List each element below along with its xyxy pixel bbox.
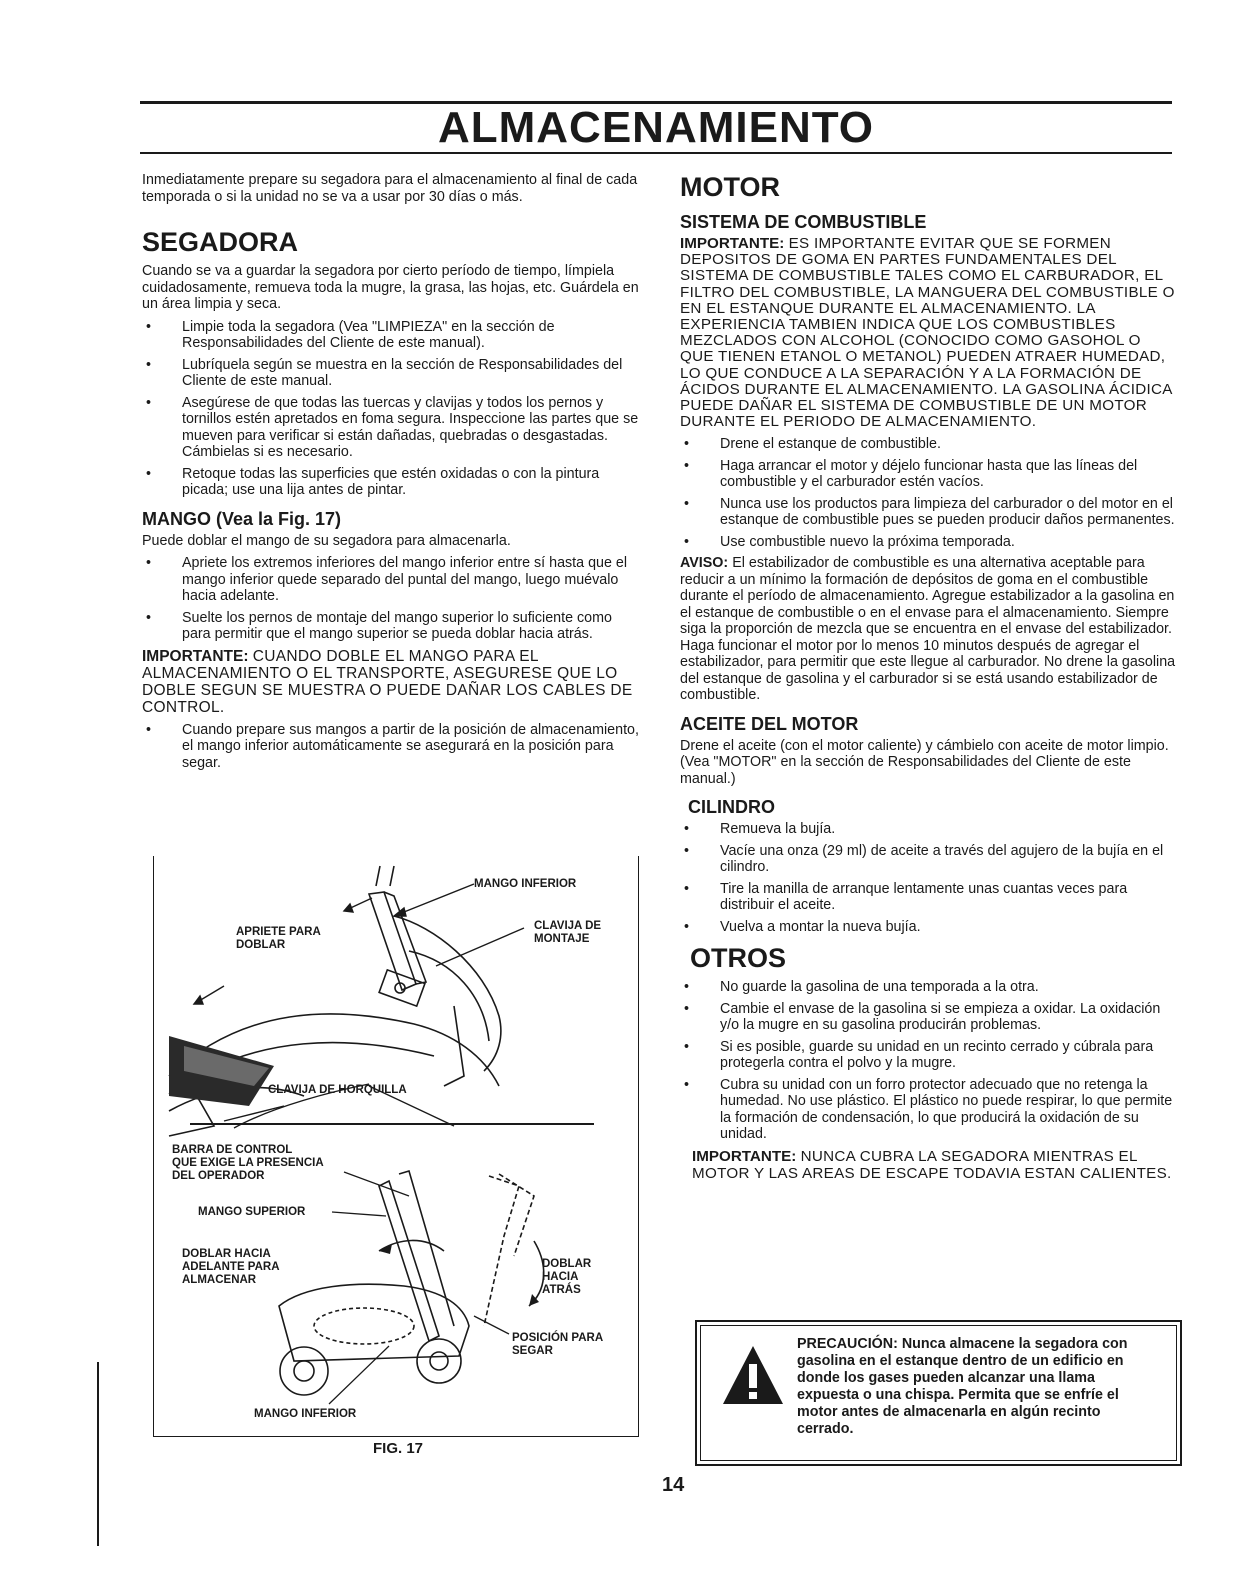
list-item: • Vuelva a montar la nueva bujía. [680,919,1176,936]
mango-heading: MANGO (Vea la Fig. 17) [142,508,342,529]
combustible-important [680,236,1176,430]
list-item: • Limpie toda la segadora (Vea "LIMPIEZA" en la sección de Responsabilidades del Cliente de este manual). [142,319,642,352]
list-item: • Lubríquela según se muestra en la sección de Responsabilidades del Cliente de este manual. [142,357,642,390]
list-item: • Haga arrancar el motor y déjelo funcionar hasta que las líneas del combustible y el carburador estén vacíos. [680,458,1176,491]
list-item: • Cambie el envase de la gasolina si se empieza a oxidar. La oxidación y/o la mugre en su gasolina producirán problemas. [680,1001,1176,1034]
list-item: • Vacíe una onza (29 ml) de aceite a través del agujero de la bujía en el cilindro. [680,843,1176,876]
list-item: • Si es posible, guarde su unidad en un recinto cerrado y cúbrala para protegerla contra el polvo y la mugre. [680,1039,1176,1072]
warning-label: PRECAUCIÓN: [797,1336,898,1352]
mango-list-2 [142,722,642,772]
list-item: • Asegúrese de que todas las tuercas y clavijas y todos los pernos y tornillos estén apretados en foma segura. Inspeccione las partes que se mueven para verificar si están dañadas, quebradas o desgastadas. Cámbielas si es necesario. [142,395,642,461]
motor-heading: MOTOR [680,172,780,202]
aceite-heading: ACEITE DEL MOTOR [680,713,859,734]
combustible-heading: SISTEMA DE COMBUSTIBLE [680,212,927,232]
margin-line [97,1362,99,1546]
list-item: • Suelte los pernos de montaje del mango superior lo suficiente como para permitir que el mango superior se pueda doblar hacia atrás. [142,610,642,643]
important-text: ES IMPORTANTE EVITAR QUE SE FORMEN DEPOSITOS DE GOMA EN PARTES FUNDAMENTALES DEL SISTEMA DE COMBUSTIBLE TALES COMO EL CARBURADOR, EL FILTRO DEL COMBUSTIBLE, LA MANGUERA DEL COMBUSTIBLE O EN EL ESTANQUE DURANTE EL ALMACENAMIENTO. LA EXPERIENCIA TAMBIEN INDICA QUE LOS COMBUSTIBLES MEZCLADOS CON ALCOHOL (CONOCIDO COMO GASOHOL O QUE TIENEN ETANOL O METANOL) PUEDEN ATRAER HUMEDAD, LO QUE CONDUCE A LA SEPARACIÓN Y A LA FORMACIÓN DE ÁCIDOS DURANTE EL ALMACENAMIENTO. LA GASOLINA ÁCIDICA PUEDE DAÑAR EL SISTEMA DE COMBUSTIBLE DE UN MOTOR DURANTE EL PERIODO DE ALMACENAMIENTO. [680,235,1175,431]
header-rule-bottom [140,152,1172,154]
left-column [142,172,642,776]
label-mango-inferior-top: MANGO INFERIOR [474,878,577,890]
list-item: • Use combustible nuevo la próxima temporada. [680,534,1176,551]
label-clavija-de-montaje: CLAVIJA DE MONTAJE [534,920,602,945]
mango-important [142,648,642,716]
label-doblar-adelante: DOBLAR HACIA ADELANTE PARA ALMACENAR [182,1248,280,1286]
combustible-list [680,436,1176,550]
page-number: 14 [662,1474,685,1496]
figure-17 [153,856,639,1437]
list-item: • No guarde la gasolina de una temporada a la otra. [680,979,1176,996]
label-mango-superior: MANGO SUPERIOR [198,1206,306,1218]
precaucion-warning-box [695,1320,1182,1466]
otros-heading: OTROS [690,943,787,974]
mango-list [142,555,642,643]
list-item: • Nunca use los productos para limpieza del carburador o del motor en el estanque de combustible pues se pueden producir daños permanentes. [680,496,1176,529]
label-posicion-para-segar: POSICIÓN PARA SEGAR [512,1332,604,1357]
intro-paragraph: Inmediatamente prepare su segadora para el almacenamiento al final de cada temporada o si la unidad no se va a usar por 30 días o más. [142,172,638,205]
list-item: • Drene el estanque de combustible. [680,436,1176,453]
important-label: IMPORTANTE: [680,235,785,252]
otros-important [692,1148,1176,1182]
list-item: • Retoque todas las superficies que estén oxidadas o con la pintura picada; use una lija antes de pintar. [142,466,642,499]
figure-caption: FIG. 17 [373,1440,424,1457]
aviso-text: El estabilizador de combustible es una alternativa aceptable para reducir a un mínimo la formación de depósitos de goma en el combustible durante el período de almacenamiento. Agregue estabilizador a la gasolina en el estanque de combustible o en el envase para el almacenamiento. Siempre siga la proporción de mezcla que se encuentra en el envase del estabilizador. Haga funcionar el motor por lo menos 10 minutos después de agregar el estabilizador, para permitir que este llegue al carburador. No drene la gasolina del estanque de gasolina y el carburador si se está usando estabilizador de combustible. [680,555,1176,704]
warning-body: Nunca almacene la segadora con gasolina en el estanque dentro de un edificio en donde los gases pueden alcanzar una llama expuesta o una chispa. Permita que se enfríe el motor antes de almacenarla en algún recinto cerrado. [797,1336,1128,1437]
otros-list [680,979,1176,1143]
aviso-paragraph [680,555,1176,704]
page-title: ALMACENAMIENTO [437,103,875,152]
segadora-list [142,319,642,499]
segadora-heading: SEGADORA [142,227,299,257]
list-item: • Apriete los extremos inferiores del mango inferior entre sí hasta que el mango inferior quede separado del puntal del mango, luego muévalo hacia adelante. [142,555,642,605]
cilindro-list [680,821,1176,935]
right-column [680,172,1176,1188]
list-item: • Cuando prepare sus mangos a partir de la posición de almacenamiento, el mango inferior automáticamente se asegurará en la posición para segar. [142,722,642,772]
label-apriete-para-doblar: APRIETE PARA DOBLAR [236,926,321,951]
list-item: • Cubra su unidad con un forro protector adecuado que no retenga la humedad. No use plástico. El plástico no puede respirar, lo que permite la formación de condensación, lo que producirá la oxidación de su unidad. [680,1077,1176,1143]
important-label: IMPORTANTE: [692,1147,797,1165]
cilindro-heading: CILINDRO [688,797,775,818]
list-item: • Remueva la bujía. [680,821,1176,838]
label-clavija-de-horquilla: CLAVIJA DE HORQUILLA [268,1084,407,1096]
important-label: IMPORTANTE: [142,647,249,665]
segadora-intro: Cuando se va a guardar la segadora por cierto período de tiempo, límpiela cuidadosamente, remueva toda la mugre, la grasa, las hojas, etc. Guárdela en un área limpia y seca. [142,263,639,312]
list-item: • Tire la manilla de arranque lentamente unas cuantas veces para distribuir el aceite. [680,881,1176,914]
label-doblar-atras: DOBLAR HACIA ATRÁS [542,1258,592,1296]
label-mango-inferior-bottom: MANGO INFERIOR [254,1408,357,1420]
aceite-text: Drene el aceite (con el motor caliente) y cámbielo con aceite de motor limpio. (Vea "MOTOR" en la sección de Responsabilidades del Cliente de este manual.) [680,737,1169,787]
aviso-label: AVISO: [680,555,729,572]
important-text: NUNCA CUBRA LA SEGADORA MIENTRAS EL MOTOR Y LAS AREAS DE ESCAPE TODAVIA ESTAN CALIENTES. [692,1147,1172,1182]
label-barra-de-control: BARRA DE CONTROL QUE EXIGE LA PRESENCIA DEL OPERADOR [172,1144,324,1182]
mango-intro: Puede doblar el mango de su segadora para almacenarla. [142,532,511,549]
important-text: CUANDO DOBLE EL MANGO PARA EL ALMACENAMIENTO O EL TRANSPORTE, ASEGURESE QUE LO DOBLE SEGUN SE MUESTRA O PUEDE DAÑAR LOS CABLES DE CONTROL. [142,647,633,716]
warning-triangle-icon [721,1344,785,1408]
warning-text [797,1336,1157,1438]
